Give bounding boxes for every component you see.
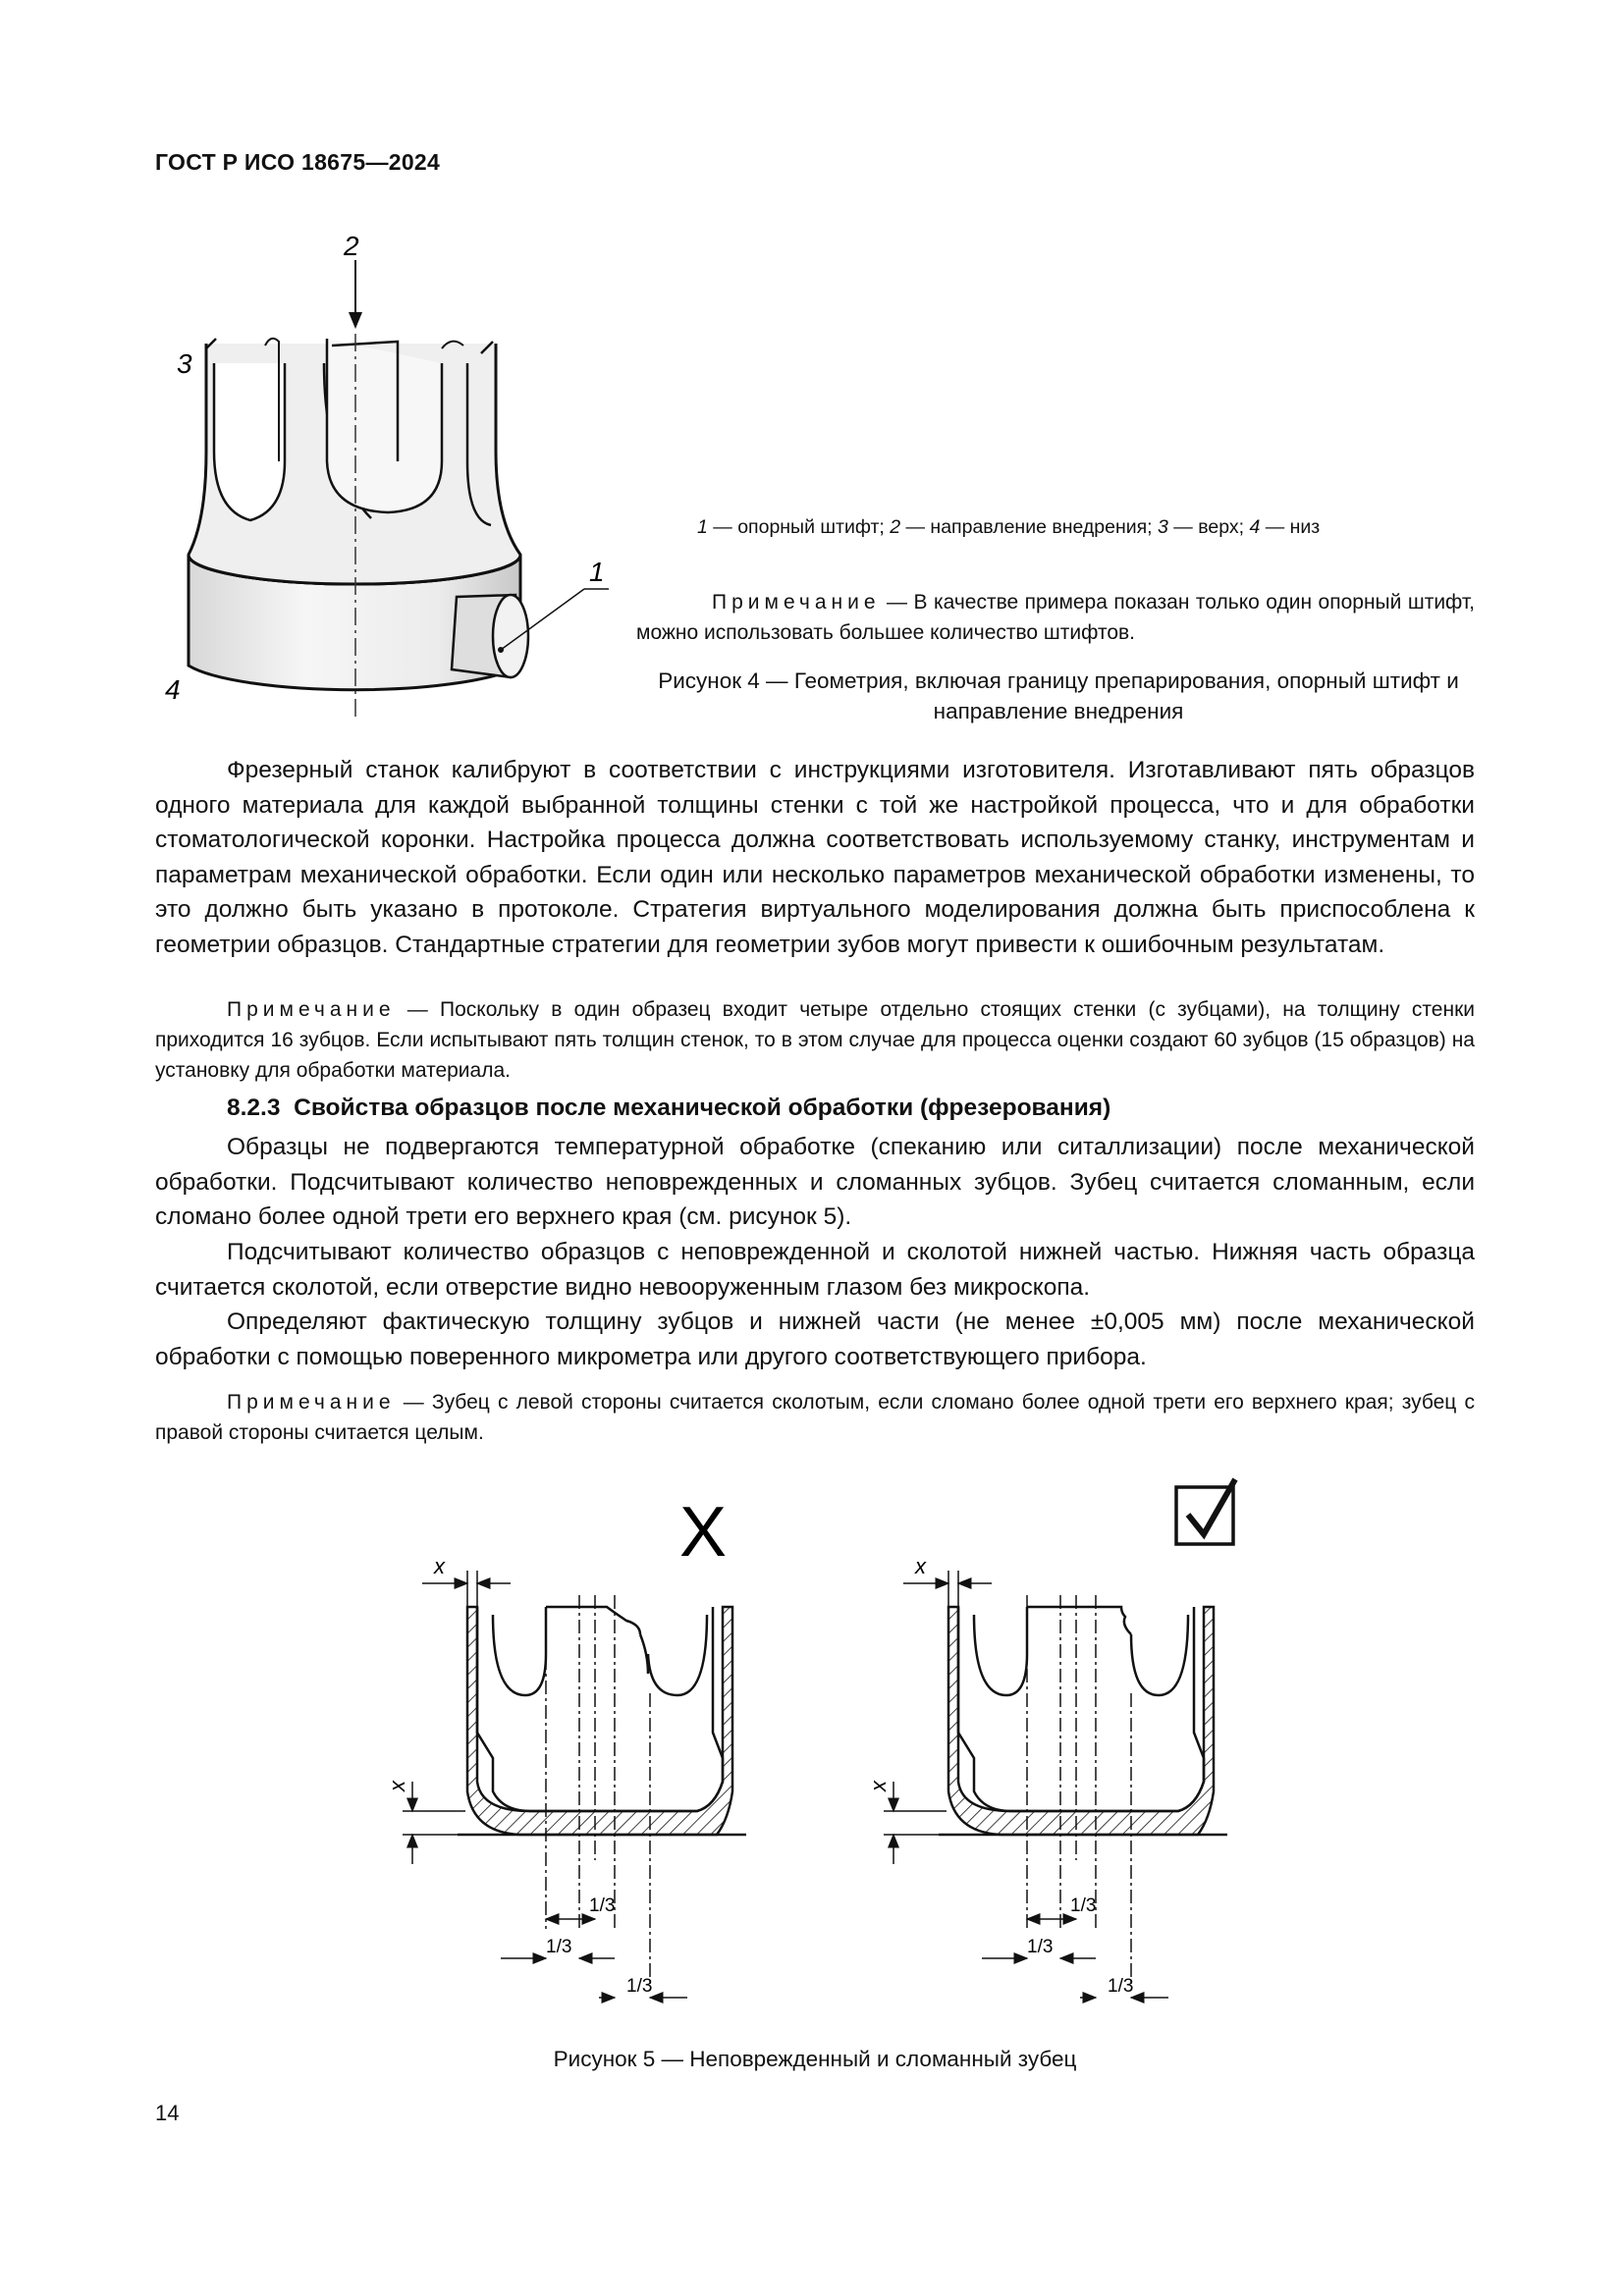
dim-third-3-right: 1/3 <box>1108 1976 1134 1997</box>
dim-x-top: x <box>434 1554 445 1578</box>
figure-5-drawing <box>383 1468 1267 2056</box>
dim-x-left: x <box>385 1781 409 1791</box>
section-heading: 8.2.3 Свойства образцов после механической обработки (фрезерования) <box>227 1095 1111 1121</box>
callout-4: 4 <box>165 674 181 705</box>
paragraph-properties: Образцы не подвергаются температурной обработке (спеканию или ситаллизации) после механической обработки. Подсчитывают количество неповрежденных и сломанных зубцов. Зубец считается сломанным, если сломано более одной трети его верхнего края (см. рисунок 5). <box>155 1134 1475 1230</box>
document-header: ГОСТ Р ИСО 18675—2024 <box>155 149 441 175</box>
dim-x-left-right: x <box>866 1781 891 1791</box>
dim-third-3: 1/3 <box>626 1976 653 1997</box>
figure-4-caption: Рисунок 4 — Геометрия, включая границу препарирования, опорный штифт и направление внедрения <box>658 668 1459 723</box>
note-broken-tooth: Примечание — Зубец с левой стороны считается сколотым, если сломано более одной трети его верхнего края; зубец с правой стороны считается целым. <box>155 1391 1475 1444</box>
paragraph-thickness: Определяют фактическую толщину зубцов и нижней части (не менее ±0,005 мм) после механической обработки с помощью поверенного микрометра или другого соответствующего прибора. <box>155 1308 1475 1370</box>
intact-tooth-section <box>866 1479 1235 1998</box>
callout-1: 1 <box>589 557 605 587</box>
page-number: 14 <box>155 2101 180 2125</box>
figure-4-note: Примечание — В качестве примера показан только один опорный штифт, можно использовать большее количество штифтов. <box>636 591 1475 644</box>
figure-5-caption: Рисунок 5 — Неповрежденный и сломанный зубец <box>553 2047 1077 2071</box>
dim-third-1-right: 1/3 <box>1070 1896 1097 1916</box>
callout-2: 2 <box>344 231 359 261</box>
paragraph-bottom-count: Подсчитывают количество образцов с неповрежденной и сколотой нижней частью. Нижняя часть образца считается сколотой, если отверстие видно невооруженным глазом без микроскопа. <box>155 1239 1475 1301</box>
callout-3: 3 <box>177 348 192 379</box>
dim-third-2-right: 1/3 <box>1027 1937 1054 1957</box>
broken-tooth-section <box>385 1493 746 1998</box>
broken-mark: X <box>679 1493 728 1572</box>
note-teeth-count: Примечание — Поскольку в один образец входит четыре отдельно стоящих стенки (с зубцами), на толщину стенки приходится 16 зубцов. Если испытывают пять толщин стенок, то в этом случае для процесса оценки создают 60 зубцов (15 образцов) на установку для обработки материала. <box>155 998 1475 1082</box>
figure-4-legend: 1 — опорный штифт; 2 — направление внедрения; 3 — верх; 4 — низ <box>697 516 1321 538</box>
dim-x-top-right: x <box>915 1554 926 1578</box>
dim-third-2: 1/3 <box>546 1937 572 1957</box>
dim-third-1: 1/3 <box>589 1896 616 1916</box>
paragraph-calibration: Фрезерный станок калибруют в соответствии с инструкциями изготовителя. Изготавливают пять образцов одного материала для каждой выбранной толщины стенки с той же настройкой процесса, что и для обработки стоматологической коронки. Настройка процесса должна соответствовать используемому станку, инструментам и параметрам механической обработки. Если один или несколько параметров механической обработки изменены, то это должно быть указано в протоколе. Стратегия виртуального моделирования должна быть приспособлена к геометрии образцов. Стандартные стратегии для геометрии зубов могут привести к ошибочным результатам. <box>155 757 1475 958</box>
figure-4-drawing <box>147 226 638 726</box>
